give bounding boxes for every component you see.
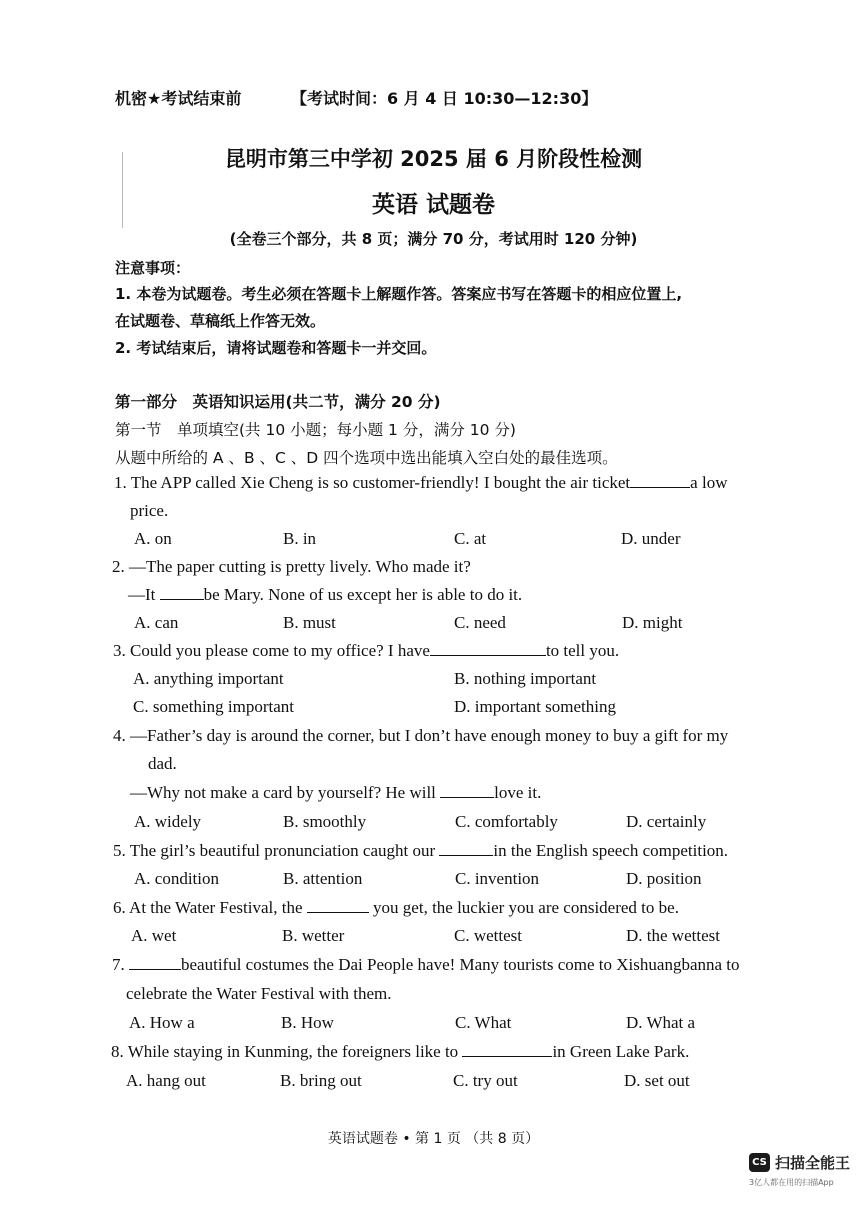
q3-option-a: A. anything important (133, 669, 284, 688)
exam-time: 【考试时间：6 月 4 日 10:30—12:30】 (290, 89, 598, 108)
q8-option-c: C. try out (453, 1071, 518, 1090)
q4-option-b: B. smoothly (283, 812, 367, 831)
q4-option-c: C. comfortably (455, 812, 558, 831)
scanner-watermark (749, 1151, 859, 1205)
q7-option-b: B. How (281, 1013, 334, 1032)
q3-option-b: B. nothing important (454, 669, 597, 688)
question-5-stem: 5. The girl’s beautiful pronunciation caught our in the English speech competition. (113, 841, 729, 860)
q5-option-d: D. position (626, 869, 702, 888)
note-2: 2. 考试结束后，请将试题卷和答题卡一并交回。 (115, 339, 437, 357)
question-4-stem-continued: dad. (148, 754, 177, 773)
watermark-brand: 扫描全能王 (775, 1154, 851, 1172)
answer-blank (439, 841, 493, 856)
q3-option-d: D. important something (454, 697, 616, 716)
question-7-stem-continued: celebrate the Water Festival with them. (126, 984, 392, 1003)
confidential-label: 机密★考试结束前 (115, 89, 242, 108)
answer-blank (307, 898, 369, 913)
q7-option-c: C. What (455, 1013, 512, 1032)
section-instruction: 从题中所给的 A 、B 、C 、D 四个选项中选出能填入空白处的最佳选项。 (115, 449, 618, 467)
q4-option-a: A. widely (134, 812, 202, 831)
q2-option-c: C. need (454, 613, 506, 632)
q6-option-c: C. wettest (454, 926, 522, 945)
watermark-tagline: 3亿人都在用的扫描App (749, 1178, 834, 1187)
q5-option-c: C. invention (455, 869, 540, 888)
note-1-continued: 在试题卷、草稿纸上作答无效。 (115, 312, 326, 330)
q1-option-a: A. on (134, 529, 172, 548)
section-heading: 第一节 单项填空(共 10 小题；每小题 1 分，满分 10 分) (115, 421, 516, 439)
note-1: 1. 本卷为试题卷。考生必须在答题卡上解题作答。答案应书写在答题卡的相应位置上, (115, 285, 683, 303)
q8-option-a: A. hang out (126, 1071, 206, 1090)
camscanner-logo-icon: CS (749, 1153, 770, 1172)
answer-blank (430, 641, 546, 656)
exam-title: 昆明市第三中学初 2025 届 6 月阶段性检测 (224, 147, 643, 171)
answer-blank (129, 955, 181, 970)
question-4-stem: 4. —Father’s day is around the corner, but I don’t have enough money to buy a gift for my (113, 726, 729, 745)
q2-option-d: D. might (622, 613, 683, 632)
exam-header-line (115, 86, 597, 109)
notes-heading: 注意事项： (115, 259, 191, 277)
q5-option-a: A. condition (134, 869, 219, 888)
question-2-stem: 2. —The paper cutting is pretty lively. Who made it? (112, 557, 471, 576)
q7-option-a: A. How a (129, 1013, 195, 1032)
q6-option-d: D. the wettest (626, 926, 720, 945)
question-2-reply: —It be Mary. None of us except her is able to do it. (128, 585, 523, 604)
page-footer: 英语试题卷 • 第 1 页 （共 8 页） (327, 1131, 540, 1147)
answer-blank (462, 1042, 552, 1057)
q8-option-d: D. set out (624, 1071, 690, 1090)
answer-blank (160, 585, 204, 600)
question-3-stem: 3. Could you please come to my office? I have to tell you. (113, 641, 620, 660)
q2-option-b: B. must (283, 613, 336, 632)
q1-option-b: B. in (283, 529, 317, 548)
q2-option-a: A. can (134, 613, 179, 632)
subject-title: 英语 试题卷 (371, 192, 495, 218)
q4-option-d: D. certainly (626, 812, 707, 831)
question-8-stem: 8. While staying in Kunming, the foreigners like to in Green Lake Park. (111, 1042, 690, 1061)
part-heading: 第一部分 英语知识运用(共二节，满分 20 分) (115, 393, 441, 411)
answer-blank (440, 783, 494, 798)
answer-blank (630, 473, 690, 488)
q7-option-d: D. What a (626, 1013, 696, 1032)
exam-subtitle: (全卷三个部分，共 8 页；满分 70 分，考试用时 120 分钟) (229, 230, 638, 248)
q1-option-c: C. at (454, 529, 487, 548)
question-7-stem: 7. beautiful costumes the Dai People have! Many tourists come to Xishuangbanna to (112, 955, 740, 974)
q6-option-b: B. wetter (282, 926, 345, 945)
q1-option-d: D. under (621, 529, 681, 548)
question-6-stem: 6. At the Water Festival, the you get, the luckier you are considered to be. (113, 898, 679, 917)
q6-option-a: A. wet (131, 926, 177, 945)
q8-option-b: B. bring out (280, 1071, 362, 1090)
q5-option-b: B. attention (283, 869, 363, 888)
q3-option-c: C. something important (133, 697, 295, 716)
question-4-reply: —Why not make a card by yourself? He will love it. (130, 783, 542, 802)
question-1-stem-continued: price. (130, 501, 169, 520)
question-1-stem: 1. The APP called Xie Cheng is so customer-friendly! I bought the air ticket a low (114, 473, 728, 492)
